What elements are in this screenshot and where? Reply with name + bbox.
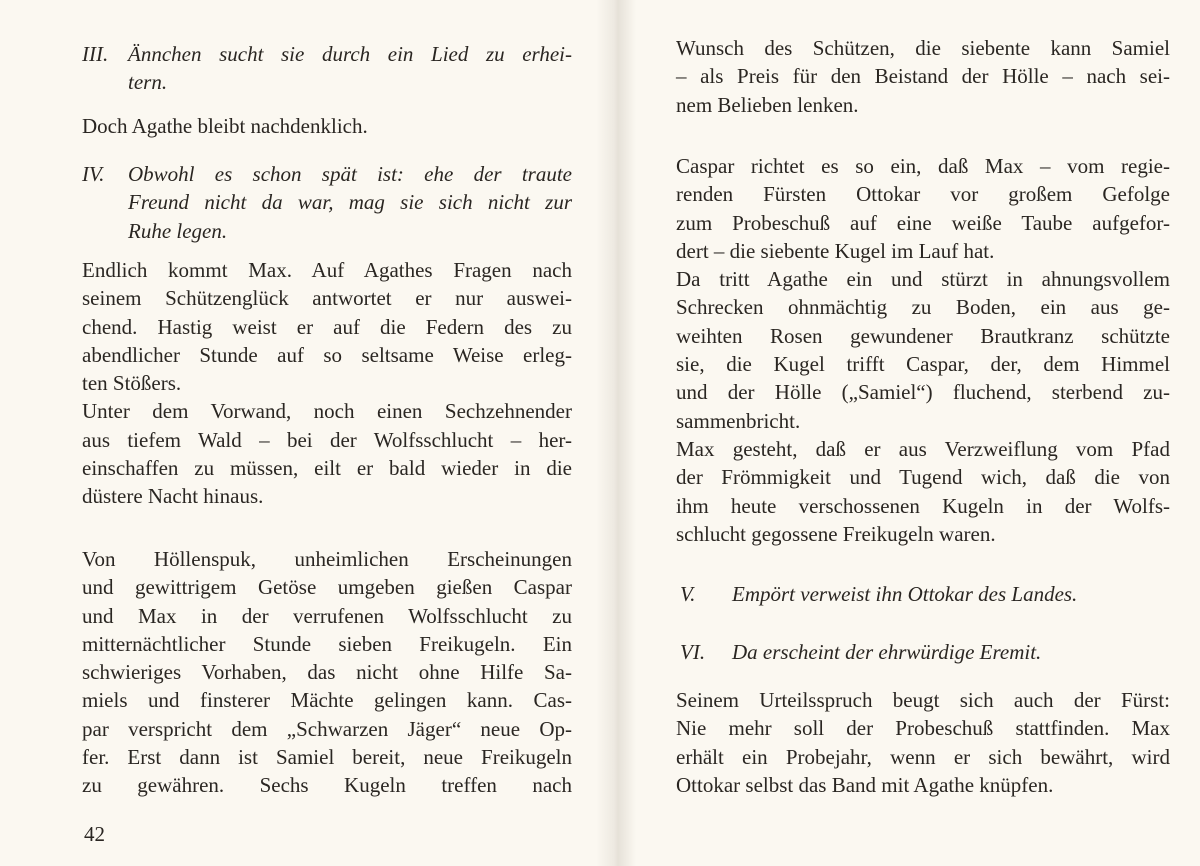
paragraph-caspar (676, 152, 1170, 548)
item-vi (676, 638, 1170, 666)
text-line: abendlicher Stunde auf so seltsame Weise erleg- (82, 342, 572, 367)
text-line: Seinem Urteilsspruch beugt sich auch der Fürst: (676, 688, 1170, 712)
text-line: zu gewähren. Sechs Kugeln treffen nach (82, 773, 572, 798)
paragraph-max (82, 256, 572, 511)
text-line: Schrecken ohnmächtig zu Boden, ein aus ge- (676, 295, 1170, 320)
text-line: fer. Erst dann ist Samiel bereit, neue Freikugeln (82, 745, 572, 770)
item-vi-text: Da erscheint der ehrwürdige Eremit. (732, 640, 1042, 664)
text-line: Endlich kommt Max. Auf Agathes Fragen nach (82, 258, 572, 282)
text-line: renden Fürsten Ottokar vor großem Gefolge (676, 182, 1170, 207)
text-line: Da tritt Agathe ein und stürzt in ahnungsvollem (676, 267, 1170, 292)
item-iv-numeral: IV. (82, 162, 105, 186)
paragraph-wunsch (676, 34, 1170, 119)
paragraph-agathe (82, 112, 572, 140)
text-line: schwieriges Vorhaben, das nicht ohne Hilfe Sa- (82, 660, 572, 685)
text-line: seinem Schützenglück antwortet er nur auswei- (82, 286, 572, 311)
text-line: Ruhe legen. (128, 218, 228, 243)
text-line: Caspar richtet es so ein, daß Max – vom regie- (676, 154, 1170, 178)
text-line: und der Hölle („Samiel“) fluchend, sterbend zu- (676, 380, 1170, 405)
text-line: tern. (128, 70, 168, 95)
text-line: der Frömmigkeit und Tugend wich, daß die von (676, 465, 1170, 490)
book-gutter (596, 0, 636, 866)
text-line: par verspricht dem „Schwarzen Jäger“ neue Op- (82, 716, 572, 741)
text-line: ihm heute verschossenen Kugeln in der Wolfs- (676, 493, 1170, 518)
page-number: 42 (84, 822, 105, 846)
text-line: nem Belieben lenken. (676, 92, 859, 117)
item-vi-numeral: VI. (680, 640, 706, 664)
text-line: Max gesteht, daß er aus Verzweiflung vom Pfad (676, 436, 1170, 461)
item-v (676, 580, 1170, 608)
item-v-numeral: V. (680, 582, 696, 606)
text-line: sie, die Kugel trifft Caspar, der, dem Himmel (676, 352, 1170, 377)
text-line: miels und finsterer Mächte gelingen kann. Cas- (82, 688, 572, 713)
text-line: dert – die siebente Kugel im Lauf hat. (676, 238, 995, 263)
item-iii-text (128, 40, 572, 97)
text-line: düstere Nacht hinaus. (82, 484, 264, 509)
item-iii (82, 40, 572, 97)
text-line: Von Höllenspuk, unheimlichen Erscheinungen (82, 547, 572, 571)
text-line: Unter dem Vorwand, noch einen Sechzehnender (82, 399, 572, 424)
text-line: Obwohl es schon spät ist: ehe der traute (128, 162, 572, 186)
text-line: Wunsch des Schützen, die siebente kann Samiel (676, 36, 1170, 60)
text-line: Nie mehr soll der Probeschuß stattfinden. Max (676, 716, 1170, 741)
text-line: erhält ein Probejahr, wenn er sich bewährt, wird (676, 744, 1170, 769)
text-line: Ännchen sucht sie durch ein Lied zu erhei- (128, 42, 572, 66)
text-line: sammenbricht. (676, 408, 801, 433)
text-line: chend. Hastig weist er auf die Federn des zu (82, 314, 572, 339)
item-v-text: Empört verweist ihn Ottokar des Landes. (732, 582, 1078, 606)
text-line: zum Probeschuß auf eine weiße Taube aufgefor- (676, 210, 1170, 235)
text-line: aus tiefem Wald – bei der Wolfsschlucht – her- (82, 427, 572, 452)
text-line: einschaffen zu müssen, eilt er bald wieder in die (82, 456, 572, 481)
text-line: Freund nicht da war, mag sie sich nicht zur (128, 190, 572, 215)
text-line: schlucht gegossene Freikugeln waren. (676, 521, 996, 546)
text-line: Ottokar selbst das Band mit Agathe knüpfen. (676, 772, 1054, 797)
text-line: – als Preis für den Beistand der Hölle – nach sei- (676, 64, 1170, 89)
paragraph-urteil (676, 686, 1170, 799)
item-iii-numeral: III. (82, 42, 109, 66)
text-line: weihten Rosen gewundener Brautkranz schützte (676, 323, 1170, 348)
text-line: und Max in der verrufenen Wolfsschlucht zu (82, 603, 572, 628)
text-line: mitternächtlicher Stunde sieben Freikugeln. Ein (82, 631, 572, 656)
item-iv (82, 160, 572, 245)
text-line: Doch Agathe bleibt nachdenklich. (82, 114, 368, 138)
text-line: und gewittrigem Getöse umgeben gießen Caspar (82, 575, 572, 600)
paragraph-hoellenspuk (82, 545, 572, 800)
item-iv-text (128, 160, 572, 245)
text-line: ten Stößers. (82, 371, 182, 396)
